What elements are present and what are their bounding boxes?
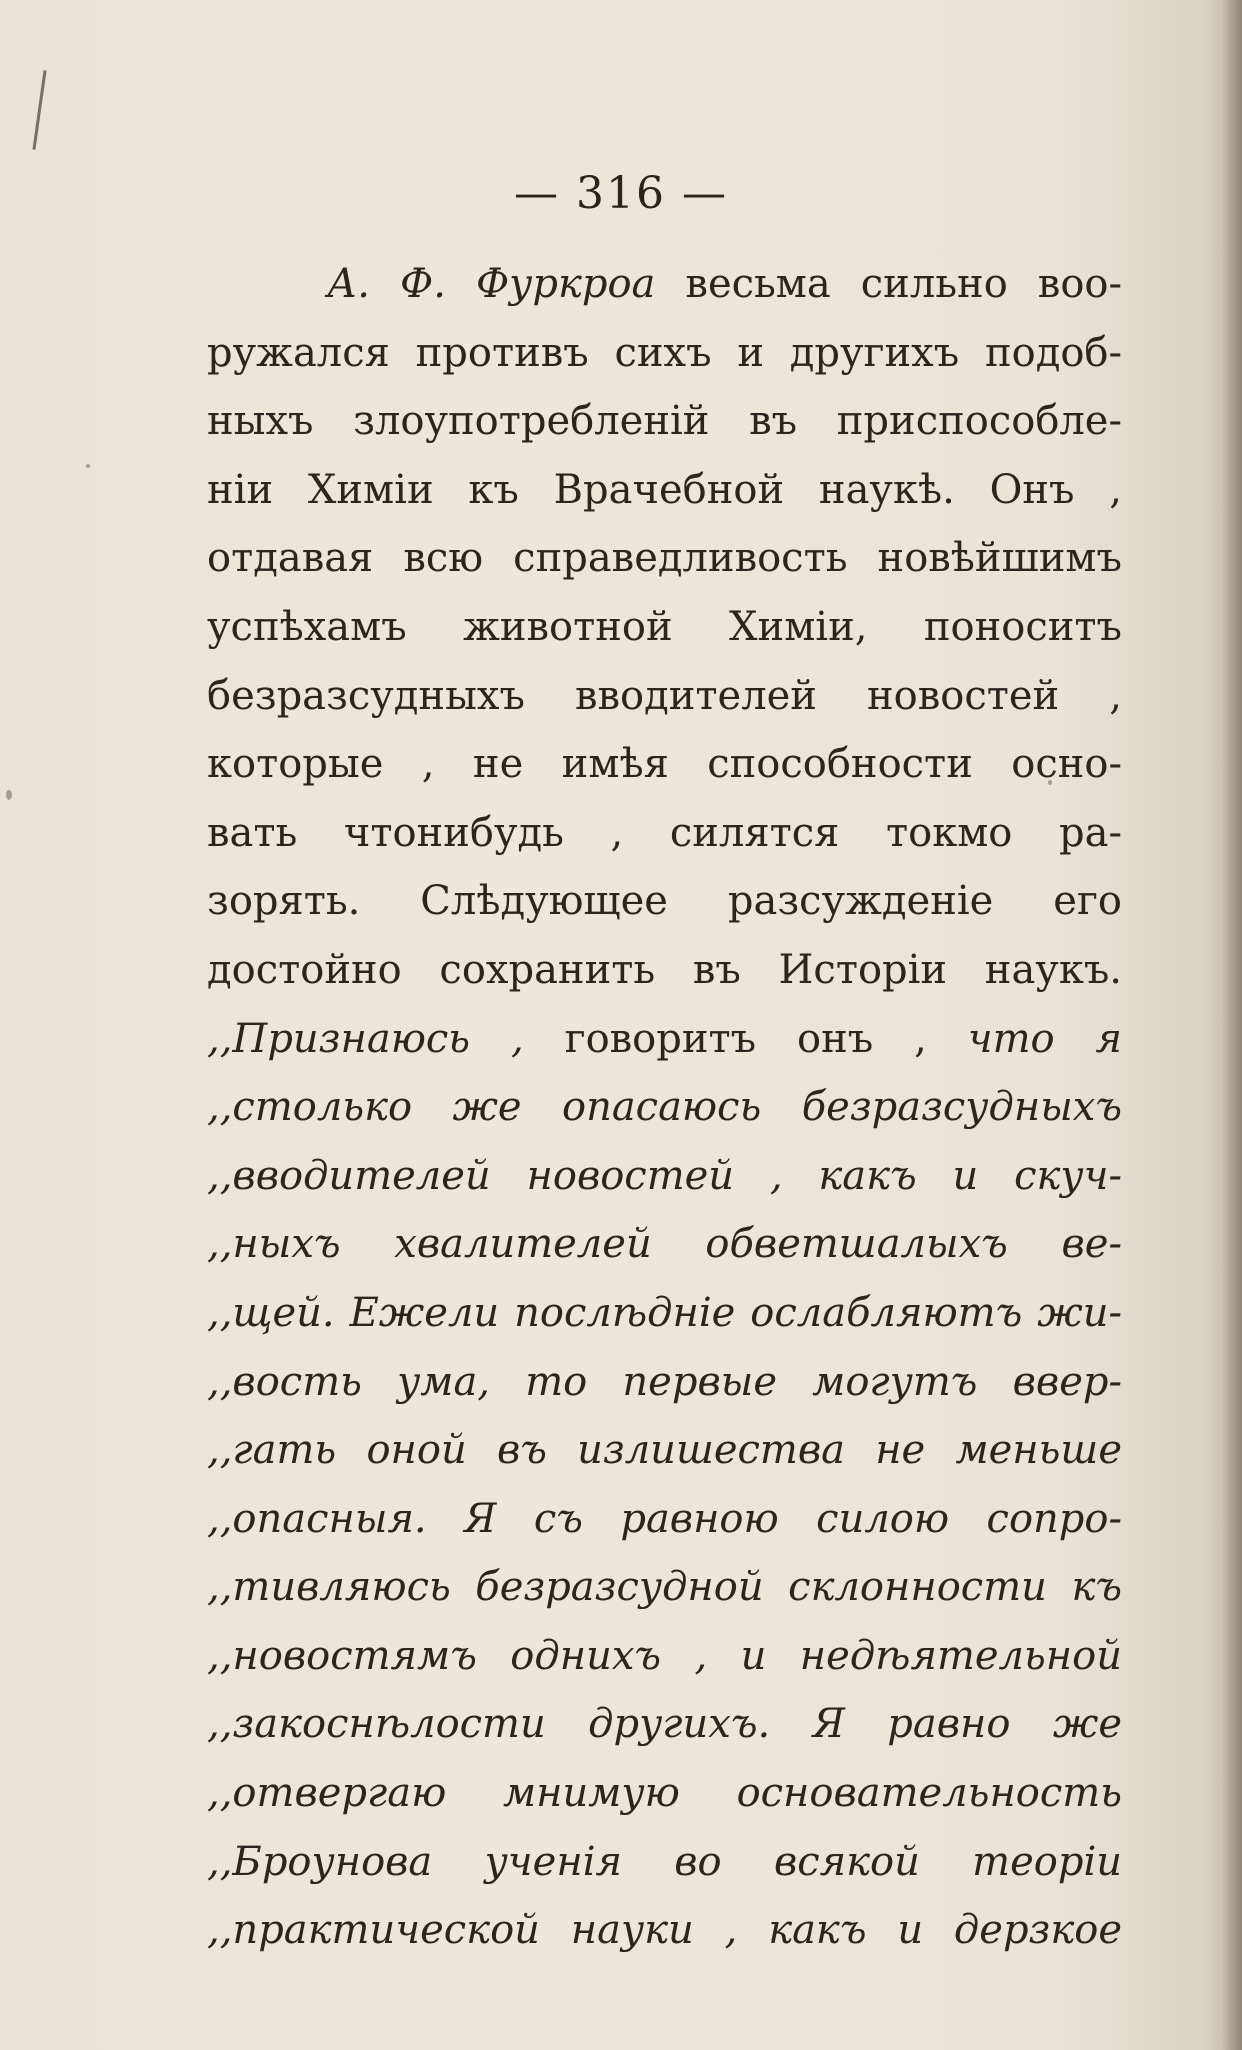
italic-text-segment: А. Ф. Фуркроа xyxy=(327,261,656,307)
italic-text-segment: ,,гать оной въ излишества не меньше xyxy=(207,1427,1122,1474)
text-segment: безразсудныхъ вводителей новостей , xyxy=(207,672,1122,719)
text-segment: говоритъ онъ , xyxy=(523,1015,968,1062)
text-line xyxy=(207,1622,1122,1691)
text-line xyxy=(207,1279,1122,1348)
text-segment: ружался противъ сихъ и другихъ подоб- xyxy=(207,329,1122,376)
text-line xyxy=(207,1073,1122,1142)
text-line xyxy=(207,1485,1122,1554)
text-segment: зорять. Слѣдующее разсужденіе его xyxy=(207,878,1122,925)
text-line xyxy=(207,867,1122,936)
paper-speck xyxy=(6,790,12,800)
text-line xyxy=(207,1896,1122,1965)
italic-text-segment: ,,вость ума, то первые могутъ ввер- xyxy=(207,1358,1122,1405)
italic-text-segment: ,,столько же опасаюсь безразсудныхъ xyxy=(207,1084,1122,1131)
page-number: — 316 — xyxy=(514,168,728,219)
text-line xyxy=(207,1553,1122,1622)
italic-text-segment: ,,тивляюсь безразсудной склонности къ xyxy=(207,1564,1122,1611)
text-line xyxy=(207,387,1122,456)
italic-text-segment: ,,Броунова ученія во всякой теоріи xyxy=(207,1838,1122,1885)
text-line xyxy=(207,1210,1122,1279)
text-segment: успѣхамъ животной Химіи, поноситъ xyxy=(207,603,1122,650)
text-line xyxy=(207,1759,1122,1828)
text-line xyxy=(207,1348,1122,1417)
text-line xyxy=(207,1690,1122,1759)
italic-text-segment: ,,ныхъ хвалителей обветшалыхъ ве- xyxy=(207,1221,1122,1268)
italic-text-segment: ,,отвергаю мнимую основательность xyxy=(207,1770,1122,1817)
text-segment: которые , не имѣя способности осно- xyxy=(207,741,1122,788)
scratch-mark xyxy=(32,70,46,150)
italic-text-segment: ,,Признаюсь , xyxy=(207,1015,524,1062)
body-text xyxy=(207,250,1122,1965)
text-segment: ніи Химіи къ Врачебной наукѣ. Онъ , xyxy=(207,466,1122,513)
text-line xyxy=(207,250,1122,319)
italic-text-segment: ,,вводителей новостей , какъ и скуч- xyxy=(207,1152,1122,1199)
page-edge-shadow xyxy=(1222,0,1242,2050)
text-line xyxy=(207,1416,1122,1485)
text-line xyxy=(207,456,1122,525)
italic-text-segment: ,,новостямъ однихъ , и недѣятельной xyxy=(207,1632,1122,1679)
italic-text-segment: ,,щей. Ежели послѣдніе ослабляютъ жи- xyxy=(207,1289,1122,1336)
text-line xyxy=(207,936,1122,1005)
text-segment: достойно сохранить въ Исторіи наукъ. xyxy=(207,946,1122,993)
text-segment: отдавая всю справедливость новѣйшимъ xyxy=(207,535,1122,582)
text-segment: вать чтонибудь , силятся токмо ра- xyxy=(207,809,1122,856)
text-segment: ныхъ злоупотребленій въ приспособле- xyxy=(207,398,1122,445)
text-line xyxy=(207,662,1122,731)
text-line xyxy=(207,1142,1122,1211)
text-line xyxy=(207,799,1122,868)
italic-text-segment: что я xyxy=(967,1015,1123,1062)
text-segment: весьма сильно воо- xyxy=(655,261,1122,307)
italic-text-segment: ,,закоснѣлости другихъ. Я равно же xyxy=(207,1701,1122,1748)
text-line xyxy=(207,319,1122,388)
paper-speck xyxy=(86,464,90,468)
text-line xyxy=(207,593,1122,662)
italic-text-segment: ,,практической науки , какъ и дерзкое xyxy=(207,1907,1122,1954)
italic-text-segment: ,,опасныя. Я съ равною силою сопро- xyxy=(207,1495,1122,1542)
text-line xyxy=(207,1828,1122,1897)
text-line xyxy=(207,524,1122,593)
text-line xyxy=(207,730,1122,799)
text-line xyxy=(207,1005,1122,1074)
